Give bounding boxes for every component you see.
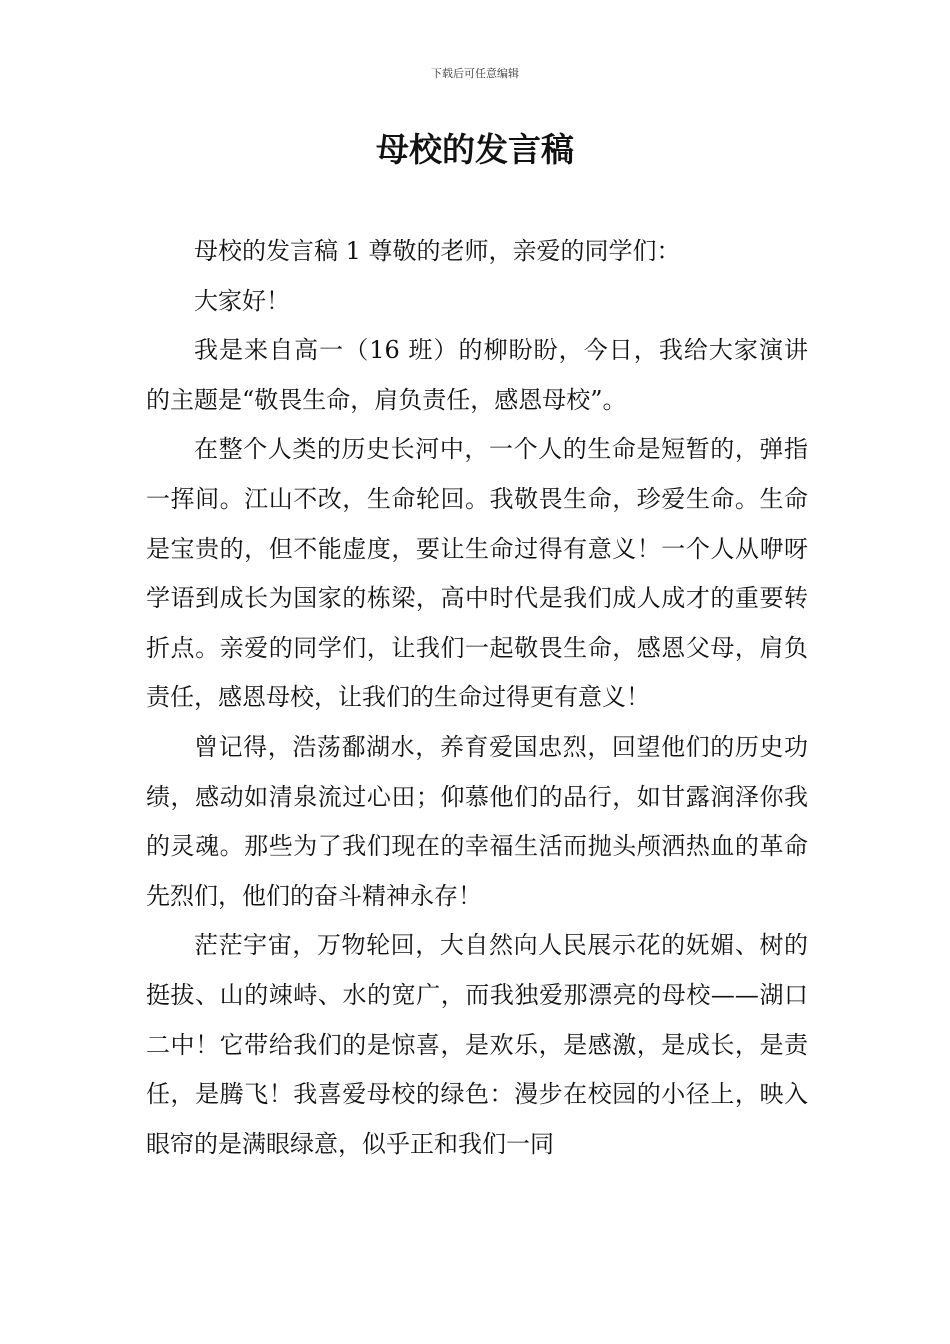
document-body — [146, 227, 808, 1169]
paragraph-history: 曾记得，浩荡鄱湖水，养育爱国忠烈，回望他们的历史功绩，感动如清泉流过心田；仰慕他们的品行，如甘露润泽你我的灵魂。那些为了我们现在的幸福生活而抛头颅洒热血的革命先烈们，他们的奋斗精神永存！ — [146, 732, 808, 910]
header-note: 下载后可任意编辑 — [431, 67, 519, 80]
paragraph-greeting: 大家好！ — [194, 286, 290, 315]
paragraph-school: 茫茫宇宙，万物轮回，大自然向人民展示花的妩媚、树的挺拔、山的竦峙、水的宽广，而我独爱那漂亮的母校——湖口二中！它带给我们的是惊喜，是欢乐，是感激，是成长，是责任，是腾飞！我喜爱母校的绿色：漫步在校园的小径上，映入眼帘的是满眼绿意，似乎正和我们一同 — [146, 931, 808, 1158]
paragraph-life: 在整个人类的历史长河中，一个人的生命是短暂的，弹指一挥间。江山不改，生命轮回。我敬畏生命，珍爱生命。生命是宝贵的，但不能虚度，要让生命过得有意义！一个人从咿呀学语到成长为国家的栋梁，高中时代是我们成人成才的重要转折点。亲爱的同学们，让我们一起敬畏生命，感恩父母，肩负责任，感恩母校，让我们的生命过得更有意义！ — [146, 435, 808, 712]
document-title: 母校的发言稿 — [376, 130, 574, 169]
paragraph-salutation: 母校的发言稿 1 尊敬的老师，亲爱的同学们： — [194, 237, 681, 265]
paragraph-introduction: 我是来自高一（16 班）的柳盼盼，今日，我给大家演讲的主题是“敬畏生命，肩负责任，感恩母校”。 — [146, 336, 808, 414]
